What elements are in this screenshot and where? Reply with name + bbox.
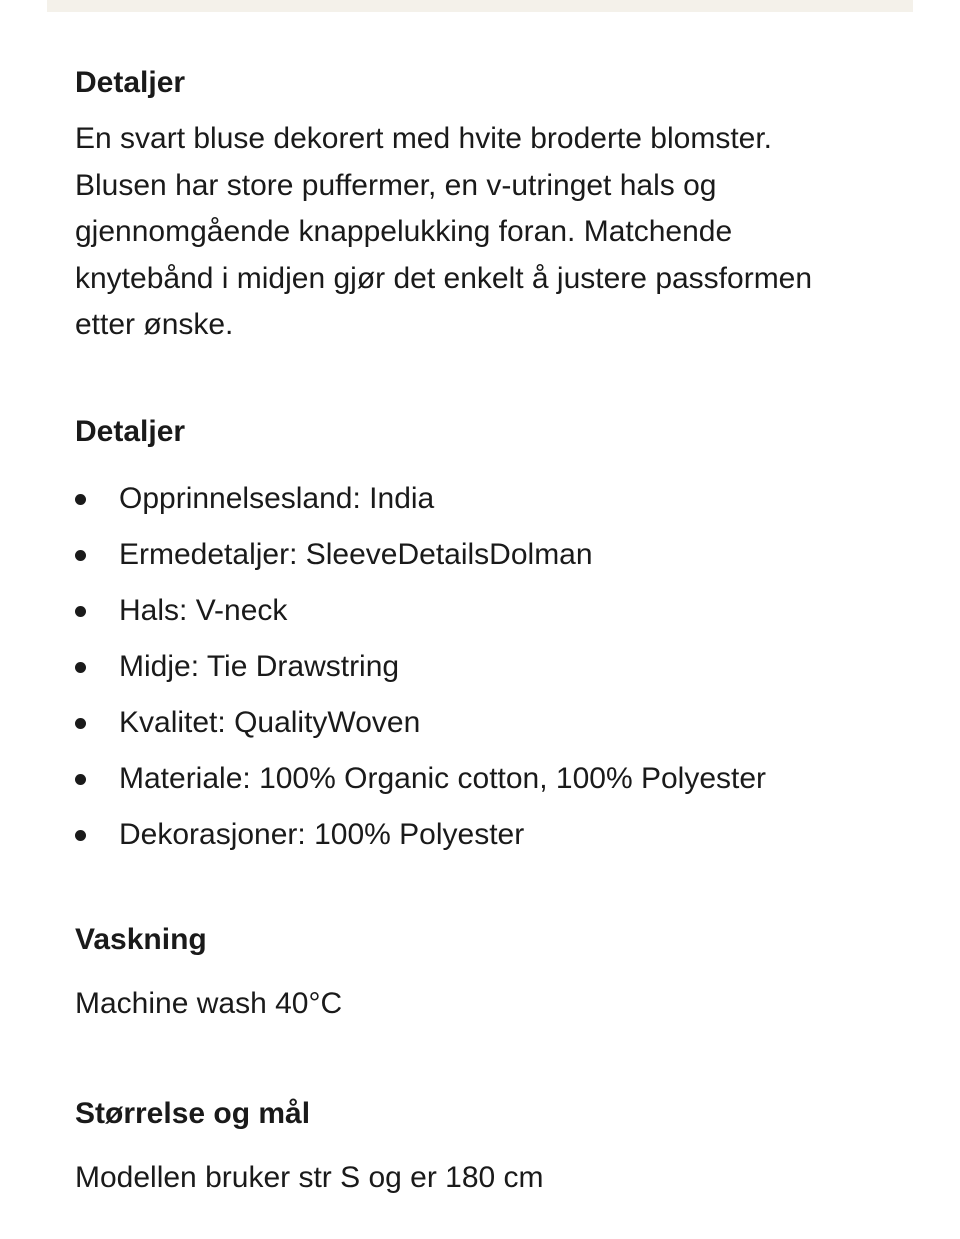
top-bar (47, 0, 913, 12)
description-heading: Detaljer (75, 66, 186, 99)
bullet-icon (75, 662, 86, 673)
detail-item-material (75, 751, 895, 807)
washing-text: Machine wash 40°C (75, 986, 343, 1020)
description-text (75, 116, 895, 349)
details-list (75, 471, 895, 863)
description-line: knytebånd i midjen gjør det enkelt å justere passformen (75, 261, 813, 295)
detail-item-origin (75, 471, 895, 527)
description-line: En svart bluse dekorert med hvite broderte blomster. (75, 122, 773, 155)
detail-label: Materiale: (119, 761, 251, 795)
details-heading: Detaljer (75, 414, 186, 448)
detail-value: India (369, 481, 435, 515)
detail-label: Ermedetaljer: (119, 537, 298, 571)
detail-item-sleeve (75, 527, 895, 583)
detail-label: Hals: (119, 593, 188, 627)
detail-item-decorations (75, 807, 895, 863)
description-line: etter ønske. (75, 308, 234, 341)
details-section (75, 407, 895, 863)
detail-value: QualityWoven (234, 705, 421, 739)
bullet-icon (75, 606, 86, 617)
detail-label: Midje: (119, 649, 200, 683)
detail-value: 100% Organic cotton, 100% Polyester (259, 761, 767, 795)
bullet-icon (75, 550, 86, 561)
detail-item-quality (75, 695, 895, 751)
detail-item-neck (75, 583, 895, 639)
size-section (75, 1089, 895, 1203)
washing-heading: Vaskning (75, 922, 207, 956)
detail-value: 100% Polyester (314, 817, 525, 851)
detail-label: Kvalitet: (119, 705, 226, 739)
washing-section (75, 915, 895, 1029)
product-info (75, 58, 895, 1203)
detail-value: V-neck (195, 593, 288, 627)
size-heading: Størrelse og mål (75, 1096, 311, 1130)
bullet-icon (75, 494, 86, 505)
description-line: Blusen har store puffermer, en v-utringet hals og (75, 168, 717, 202)
detail-value: Tie Drawstring (206, 649, 400, 683)
bullet-icon (75, 718, 86, 729)
detail-label: Opprinnelsesland: (119, 481, 361, 515)
bullet-icon (75, 774, 86, 785)
detail-item-waist (75, 639, 895, 695)
size-text: Modellen bruker str S og er 180 cm (75, 1160, 544, 1194)
description-section (75, 58, 895, 349)
detail-value: SleeveDetailsDolman (305, 537, 593, 571)
description-line: gjennomgående knappelukking foran. Matchende (75, 215, 733, 248)
bullet-icon (75, 830, 86, 841)
detail-label: Dekorasjoner: (119, 817, 306, 851)
